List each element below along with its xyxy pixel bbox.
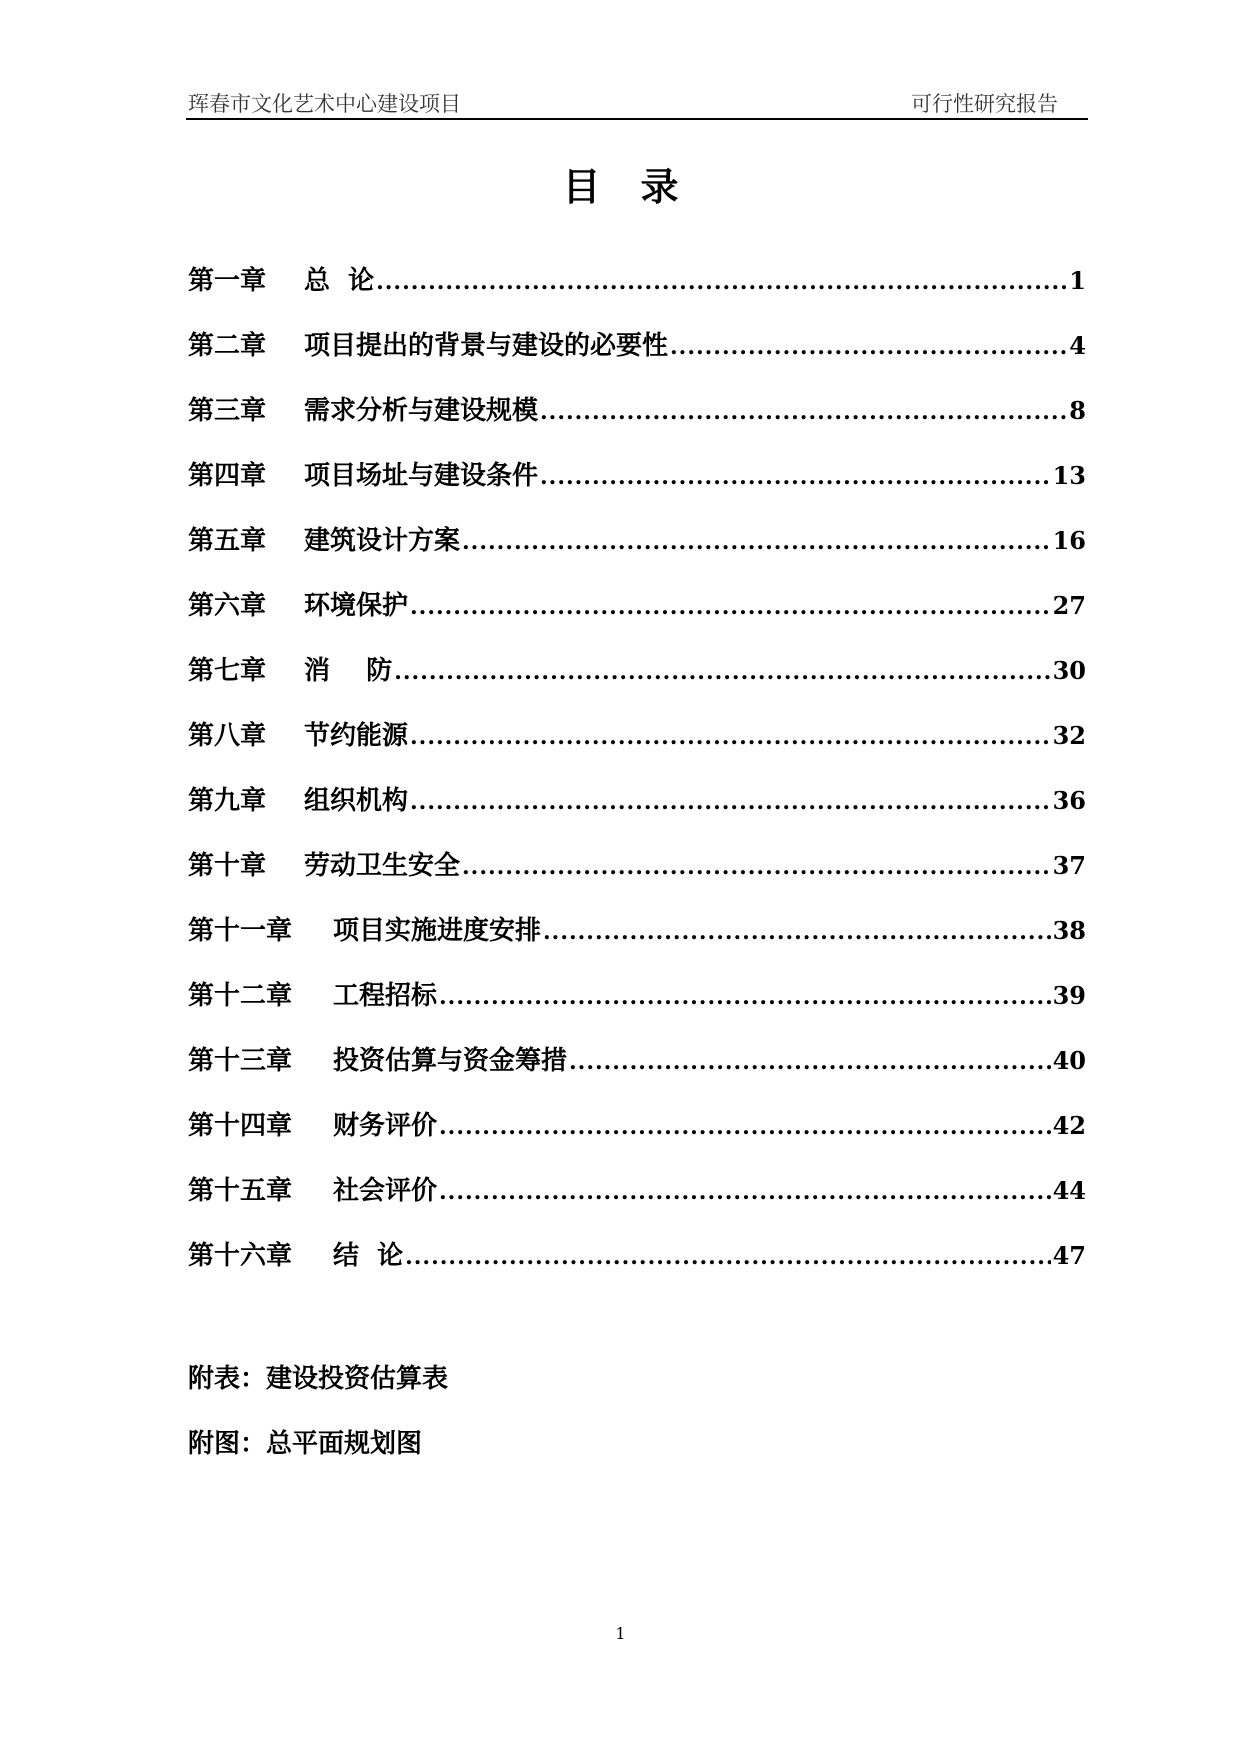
toc-entry[interactable] xyxy=(188,260,1086,325)
header-report-type: 可行性研究报告 xyxy=(911,92,1058,116)
toc-chapter: 第三章 xyxy=(188,396,267,426)
toc-chapter: 第九章 xyxy=(188,786,267,816)
toc-chapter: 第八章 xyxy=(188,721,267,751)
toc-title: 结 论 xyxy=(333,1241,404,1271)
toc-page: 30 xyxy=(1052,656,1086,685)
toc-chapter: 第十五章 xyxy=(188,1176,293,1206)
table-of-contents xyxy=(188,260,1086,1300)
toc-entry[interactable] xyxy=(188,520,1086,585)
toc-entry[interactable] xyxy=(188,1105,1086,1170)
toc-leader xyxy=(394,659,1050,685)
toc-page: 42 xyxy=(1052,1111,1086,1140)
toc-entry[interactable] xyxy=(188,1040,1086,1105)
header-project-name: 珲春市文化艺术中心建设项目 xyxy=(188,92,461,116)
toc-title: 项目实施进度安排 xyxy=(333,916,542,946)
toc-entry[interactable] xyxy=(188,975,1086,1040)
toc-title: 需求分析与建设规模 xyxy=(304,396,539,426)
page-title: 目录 xyxy=(562,164,719,209)
toc-leader xyxy=(670,334,1067,360)
toc-page: 13 xyxy=(1052,461,1086,490)
toc-leader xyxy=(410,789,1051,815)
page-header xyxy=(186,86,1088,120)
toc-entry[interactable] xyxy=(188,910,1086,975)
toc-entry[interactable] xyxy=(188,455,1086,520)
toc-title: 社会评价 xyxy=(333,1176,438,1206)
toc-chapter: 第四章 xyxy=(188,461,267,491)
toc-entry[interactable] xyxy=(188,1170,1086,1235)
toc-title: 项目提出的背景与建设的必要性 xyxy=(304,331,669,361)
toc-leader xyxy=(410,724,1051,750)
toc-page: 40 xyxy=(1052,1046,1086,1075)
toc-leader xyxy=(439,1179,1051,1205)
toc-chapter: 第二章 xyxy=(188,331,267,361)
toc-title: 投资估算与资金筹措 xyxy=(333,1046,568,1076)
toc-leader xyxy=(540,464,1051,490)
toc-page: 44 xyxy=(1052,1176,1086,1205)
toc-chapter: 第十二章 xyxy=(188,981,293,1011)
toc-title: 消 防 xyxy=(304,656,393,686)
toc-entry[interactable] xyxy=(188,585,1086,650)
toc-entry[interactable] xyxy=(188,780,1086,845)
toc-chapter: 第一章 xyxy=(188,266,267,296)
toc-leader xyxy=(439,1114,1051,1140)
toc-page: 47 xyxy=(1052,1241,1086,1270)
toc-page: 16 xyxy=(1052,526,1086,555)
toc-leader xyxy=(543,919,1051,945)
toc-chapter: 第五章 xyxy=(188,526,267,556)
appendix-table[interactable]: 附表：建设投资估算表 xyxy=(188,1364,449,1394)
toc-leader xyxy=(376,269,1067,295)
toc-title: 劳动卫生安全 xyxy=(304,851,461,881)
page-number: 1 xyxy=(615,1624,626,1643)
toc-page: 36 xyxy=(1052,786,1086,815)
toc-leader xyxy=(410,594,1051,620)
toc-title: 节约能源 xyxy=(304,721,409,751)
toc-page: 38 xyxy=(1052,916,1086,945)
toc-entry[interactable] xyxy=(188,390,1086,455)
toc-chapter: 第十章 xyxy=(188,851,267,881)
toc-title: 环境保护 xyxy=(304,591,409,621)
toc-leader xyxy=(405,1244,1050,1270)
toc-page: 27 xyxy=(1052,591,1086,620)
toc-chapter: 第十六章 xyxy=(188,1241,293,1271)
toc-entry[interactable] xyxy=(188,650,1086,715)
toc-leader xyxy=(462,529,1051,555)
toc-entry[interactable] xyxy=(188,1235,1086,1300)
appendix-figure[interactable]: 附图：总平面规划图 xyxy=(188,1429,423,1459)
toc-leader xyxy=(569,1049,1051,1075)
toc-title: 总 论 xyxy=(304,266,375,296)
toc-chapter: 第七章 xyxy=(188,656,267,686)
toc-chapter: 第十四章 xyxy=(188,1111,293,1141)
toc-title: 财务评价 xyxy=(333,1111,438,1141)
toc-page: 8 xyxy=(1069,396,1086,425)
toc-chapter: 第十一章 xyxy=(188,916,293,946)
toc-page: 1 xyxy=(1069,266,1086,295)
toc-page: 4 xyxy=(1069,331,1086,360)
toc-leader xyxy=(540,399,1067,425)
toc-entry[interactable] xyxy=(188,325,1086,390)
toc-title: 组织机构 xyxy=(304,786,409,816)
toc-title: 工程招标 xyxy=(333,981,438,1011)
toc-entry[interactable] xyxy=(188,845,1086,910)
toc-title: 项目场址与建设条件 xyxy=(304,461,539,491)
toc-leader xyxy=(439,984,1051,1010)
toc-title: 建筑设计方案 xyxy=(304,526,461,556)
toc-page: 39 xyxy=(1052,981,1086,1010)
appendix-list xyxy=(188,1358,448,1488)
toc-page: 37 xyxy=(1052,851,1086,880)
toc-chapter: 第十三章 xyxy=(188,1046,293,1076)
toc-page: 32 xyxy=(1052,721,1086,750)
toc-chapter: 第六章 xyxy=(188,591,267,621)
toc-entry[interactable] xyxy=(188,715,1086,780)
toc-leader xyxy=(462,854,1051,880)
